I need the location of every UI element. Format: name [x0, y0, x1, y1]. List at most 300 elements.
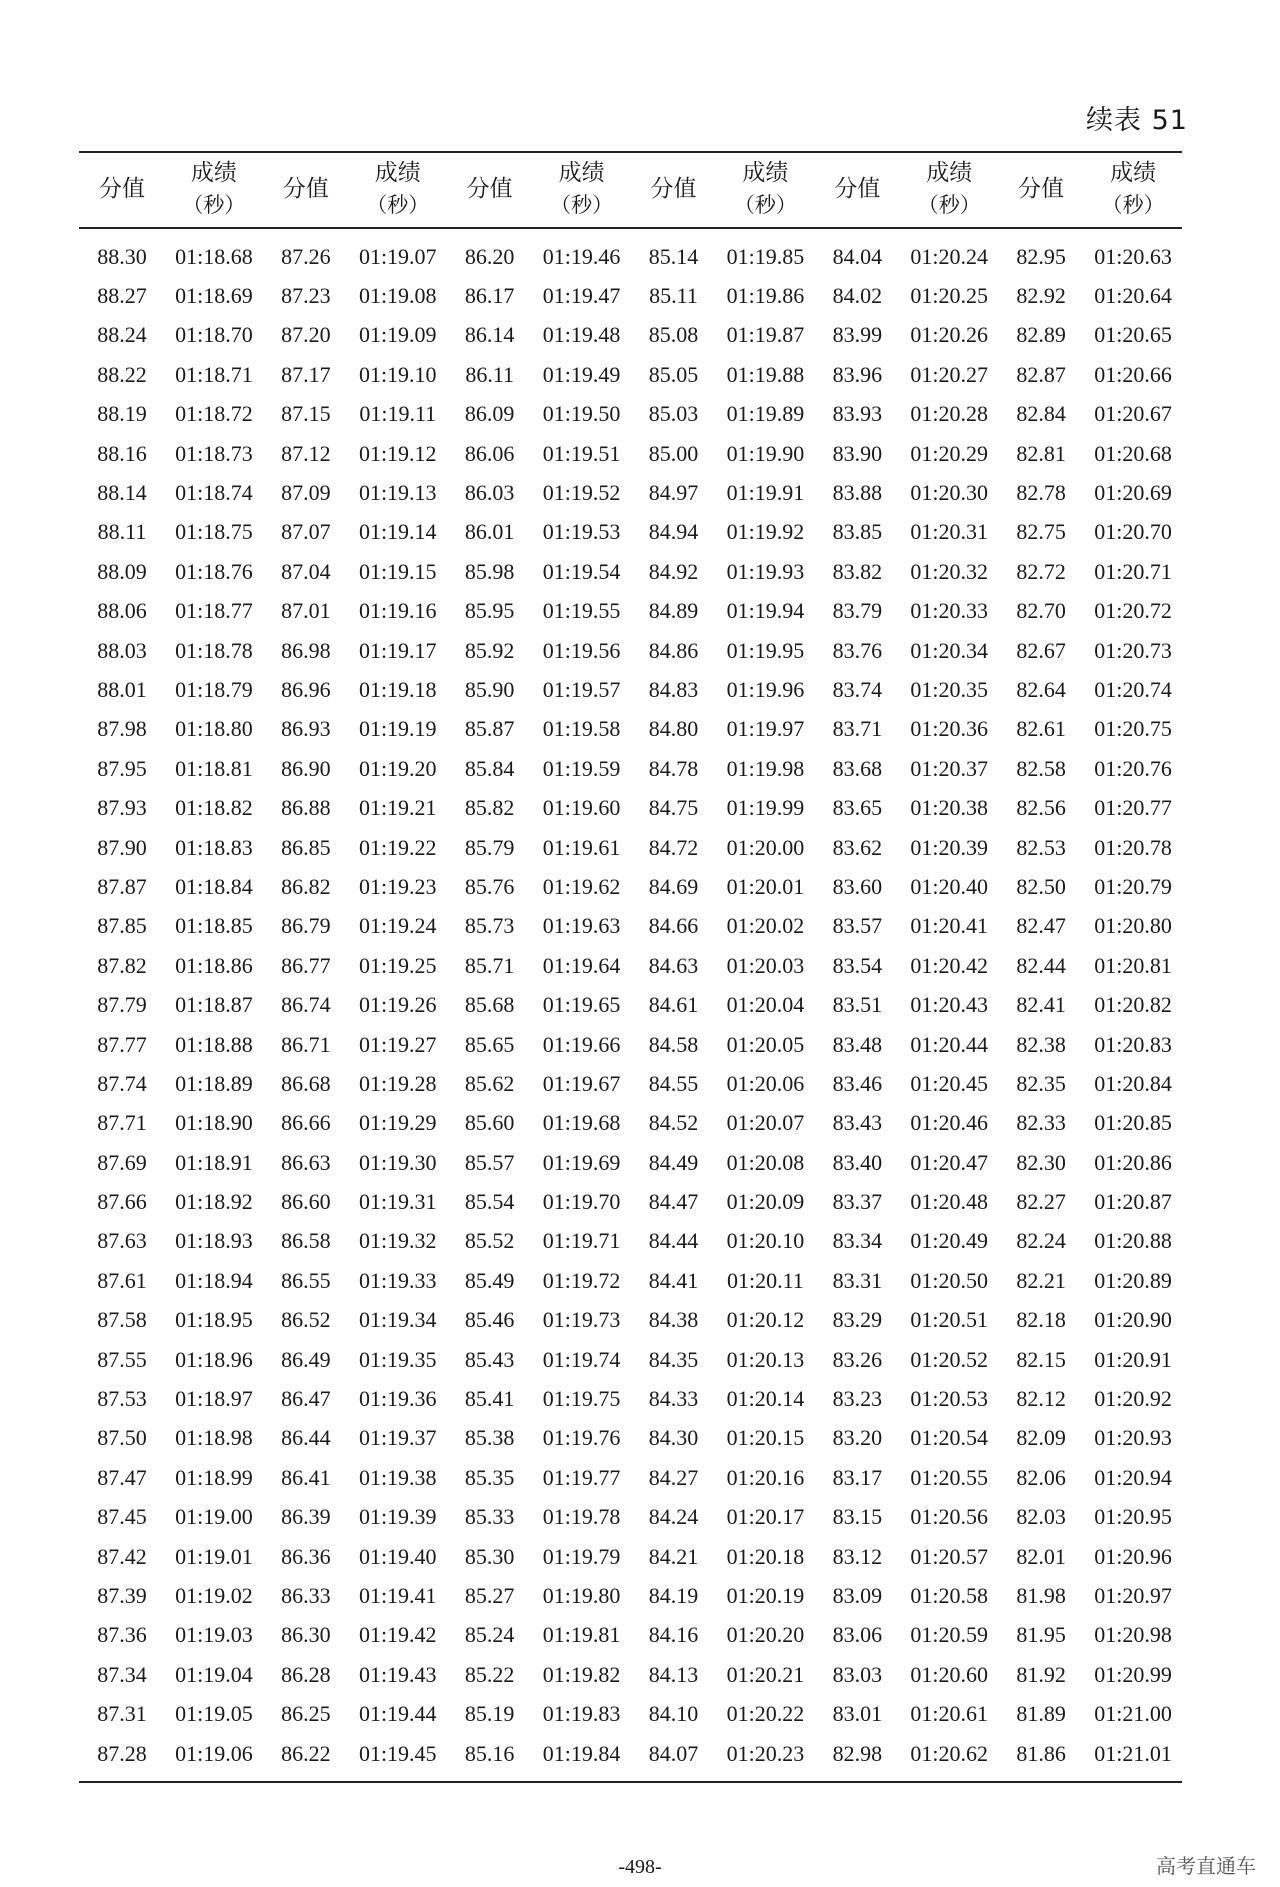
time-cell: 01:19.83 — [542, 1701, 621, 1727]
score-cell: 86.58 — [281, 1228, 331, 1254]
header-time-label: 成绩 — [926, 160, 973, 186]
time-cell: 01:20.77 — [1094, 795, 1172, 821]
time-cell: 01:19.13 — [358, 480, 437, 506]
table-row — [79, 788, 1182, 827]
score-cell: 82.35 — [1016, 1070, 1066, 1096]
time-cell: 01:20.62 — [900, 1734, 998, 1782]
time-cell: 01:20.38 — [910, 795, 989, 821]
score-cell: 86.11 — [465, 361, 514, 387]
table-row — [79, 276, 1182, 315]
score-cell: 85.05 — [648, 361, 699, 387]
score-cell: 88.11 — [97, 519, 147, 545]
score-cell: 87.34 — [97, 1661, 147, 1687]
score-cell: 82.15 — [1016, 1346, 1066, 1372]
time-cell: 01:20.48 — [910, 1189, 989, 1215]
score-cell: 84.97 — [648, 480, 699, 506]
score-cell: 85.82 — [464, 795, 515, 821]
table-row — [79, 1025, 1182, 1064]
time-cell: 01:18.71 — [175, 361, 253, 387]
score-cell: 81.89 — [1016, 1701, 1066, 1727]
time-cell: 01:19.35 — [358, 1346, 437, 1372]
time-cell: 01:19.80 — [542, 1582, 621, 1608]
score-cell: 87.15 — [281, 401, 331, 427]
score-cell: 82.95 — [1016, 243, 1066, 269]
score-cell: 83.17 — [832, 1464, 883, 1490]
time-cell: 01:20.02 — [726, 913, 805, 939]
score-cell: 87.39 — [97, 1582, 147, 1608]
score-cell: 84.55 — [648, 1070, 699, 1096]
time-cell: 01:19.04 — [175, 1661, 253, 1687]
score-cell: 82.18 — [1016, 1307, 1066, 1333]
time-cell: 01:19.51 — [542, 440, 621, 466]
time-cell: 01:20.11 — [727, 1267, 804, 1293]
time-cell: 01:20.43 — [910, 992, 989, 1018]
time-cell: 01:19.23 — [358, 873, 437, 899]
score-cell: 83.79 — [832, 598, 883, 624]
time-cell: 01:19.40 — [358, 1543, 437, 1569]
score-cell: 83.74 — [832, 676, 883, 702]
score-cell: 83.26 — [832, 1346, 883, 1372]
score-cell: 82.87 — [1016, 361, 1066, 387]
time-cell: 01:19.32 — [358, 1228, 437, 1254]
score-cell: 85.08 — [648, 322, 699, 348]
time-cell: 01:20.60 — [910, 1661, 989, 1687]
score-cell: 87.53 — [97, 1386, 147, 1412]
score-cell: 84.78 — [648, 755, 699, 781]
time-cell: 01:20.24 — [910, 243, 989, 269]
time-cell: 01:20.47 — [910, 1149, 989, 1175]
time-cell: 01:19.20 — [358, 755, 437, 781]
time-cell: 01:20.10 — [726, 1228, 805, 1254]
score-cell: 85.84 — [464, 755, 515, 781]
table-row — [79, 1576, 1182, 1615]
time-cell: 01:19.24 — [358, 913, 437, 939]
time-cell: 01:20.09 — [726, 1189, 805, 1215]
score-cell: 84.33 — [648, 1386, 699, 1412]
table-row — [79, 1340, 1182, 1379]
time-cell: 01:19.10 — [358, 361, 437, 387]
score-cell: 82.27 — [1016, 1189, 1066, 1215]
score-cell: 87.20 — [281, 322, 331, 348]
time-cell: 01:21.00 — [1094, 1701, 1172, 1727]
time-cell: 01:20.16 — [726, 1464, 805, 1490]
score-cell: 85.57 — [464, 1149, 515, 1175]
table-row — [79, 395, 1182, 434]
time-cell: 01:19.11 — [359, 401, 437, 427]
score-cell: 85.41 — [464, 1386, 515, 1412]
time-cell: 01:19.59 — [542, 755, 621, 781]
table-row — [79, 670, 1182, 709]
time-cell: 01:19.91 — [726, 480, 805, 506]
score-cell: 84.24 — [648, 1504, 699, 1530]
score-cell: 84.52 — [648, 1110, 699, 1136]
time-cell: 01:20.98 — [1094, 1622, 1172, 1648]
score-cell: 83.40 — [832, 1149, 883, 1175]
score-cell: 83.96 — [832, 361, 883, 387]
time-cell: 01:20.37 — [910, 755, 989, 781]
time-cell: 01:19.66 — [542, 1031, 621, 1057]
score-cell: 86.20 — [464, 243, 515, 269]
score-cell: 85.60 — [464, 1110, 515, 1136]
score-cell: 86.85 — [281, 834, 331, 860]
header-time — [349, 152, 447, 228]
header-time — [717, 152, 815, 228]
time-cell: 01:20.08 — [726, 1149, 805, 1175]
watermark: 高考直通车 — [1156, 1854, 1256, 1878]
score-cell: 85.62 — [464, 1070, 515, 1096]
table-row — [79, 513, 1182, 552]
time-cell: 01:19.07 — [358, 243, 437, 269]
time-cell: 01:19.64 — [542, 952, 621, 978]
table-row — [79, 1694, 1182, 1733]
score-table — [79, 151, 1182, 1783]
score-cell: 87.98 — [97, 716, 147, 742]
time-cell: 01:19.01 — [175, 1543, 253, 1569]
time-cell: 01:20.82 — [1094, 992, 1172, 1018]
time-cell: 01:19.30 — [358, 1149, 437, 1175]
time-cell: 01:19.48 — [542, 322, 621, 348]
table-row — [79, 1064, 1182, 1103]
score-cell: 87.90 — [97, 834, 147, 860]
score-cell: 87.42 — [97, 1543, 147, 1569]
time-cell: 01:20.01 — [726, 873, 805, 899]
time-cell: 01:18.82 — [175, 795, 253, 821]
score-cell: 86.71 — [281, 1031, 331, 1057]
score-cell: 81.98 — [1016, 1582, 1066, 1608]
score-cell: 86.63 — [281, 1149, 331, 1175]
time-cell: 01:20.97 — [1094, 1582, 1172, 1608]
score-cell: 83.71 — [832, 716, 883, 742]
time-cell: 01:19.00 — [175, 1504, 253, 1530]
time-cell: 01:20.83 — [1094, 1031, 1172, 1057]
score-cell: 82.12 — [1016, 1386, 1066, 1412]
time-cell: 01:19.39 — [358, 1504, 437, 1530]
score-cell: 85.22 — [464, 1661, 515, 1687]
score-cell: 84.49 — [648, 1149, 699, 1175]
time-cell: 01:18.81 — [175, 755, 253, 781]
header-time-unit: （秒） — [182, 193, 246, 217]
score-cell: 86.03 — [464, 480, 515, 506]
time-cell: 01:19.62 — [542, 873, 621, 899]
score-cell: 88.30 — [97, 243, 147, 269]
time-cell: 01:20.63 — [1094, 243, 1172, 269]
time-cell: 01:18.79 — [175, 676, 253, 702]
time-cell: 01:18.70 — [175, 322, 253, 348]
score-cell: 88.06 — [97, 598, 147, 624]
header-time-label: 成绩 — [558, 160, 605, 186]
table-row — [79, 1734, 1182, 1782]
time-cell: 01:20.79 — [1094, 873, 1172, 899]
score-cell: 83.46 — [832, 1070, 883, 1096]
header-time-unit: （秒） — [917, 193, 981, 217]
table-body — [79, 228, 1182, 1782]
time-cell: 01:19.98 — [726, 755, 805, 781]
score-cell: 86.30 — [281, 1622, 331, 1648]
score-cell: 86.98 — [281, 637, 331, 663]
time-cell: 01:20.06 — [726, 1070, 805, 1096]
score-cell: 85.52 — [464, 1228, 515, 1254]
time-cell: 01:19.22 — [358, 834, 437, 860]
time-cell: 01:19.99 — [726, 795, 805, 821]
score-cell: 86.41 — [281, 1464, 331, 1490]
time-cell: 01:18.73 — [175, 440, 253, 466]
time-cell: 01:20.13 — [726, 1346, 805, 1372]
score-cell: 83.90 — [832, 440, 883, 466]
score-cell: 83.01 — [832, 1701, 883, 1727]
time-cell: 01:19.72 — [542, 1267, 621, 1293]
time-cell: 01:19.43 — [358, 1661, 437, 1687]
time-cell: 01:20.75 — [1094, 716, 1172, 742]
time-cell: 01:19.84 — [533, 1734, 631, 1782]
table-row — [79, 1655, 1182, 1694]
score-cell: 87.55 — [97, 1346, 147, 1372]
time-cell: 01:18.97 — [175, 1386, 253, 1412]
time-cell: 01:20.33 — [910, 598, 989, 624]
time-cell: 01:20.21 — [726, 1661, 805, 1687]
score-cell: 85.92 — [464, 637, 515, 663]
score-cell: 82.81 — [1016, 440, 1066, 466]
score-cell: 82.38 — [1016, 1031, 1066, 1057]
score-cell: 86.88 — [281, 795, 331, 821]
score-cell: 84.10 — [648, 1701, 699, 1727]
score-cell: 85.98 — [464, 558, 515, 584]
score-cell: 83.15 — [832, 1504, 883, 1530]
score-cell: 84.21 — [648, 1543, 699, 1569]
time-cell: 01:19.85 — [726, 243, 805, 269]
score-cell: 86.55 — [281, 1267, 331, 1293]
score-cell: 82.72 — [1016, 558, 1066, 584]
header-time-unit: （秒） — [733, 193, 797, 217]
time-cell: 01:19.36 — [358, 1386, 437, 1412]
score-cell: 86.06 — [464, 440, 515, 466]
score-cell: 84.27 — [648, 1464, 699, 1490]
score-cell: 87.12 — [281, 440, 331, 466]
time-cell: 01:19.70 — [542, 1189, 621, 1215]
score-cell: 84.16 — [648, 1622, 699, 1648]
time-cell: 01:19.88 — [726, 361, 805, 387]
score-cell: 85.27 — [464, 1582, 515, 1608]
time-cell: 01:19.41 — [358, 1582, 437, 1608]
time-cell: 01:20.34 — [910, 637, 989, 663]
time-cell: 01:19.77 — [542, 1464, 621, 1490]
time-cell: 01:20.56 — [910, 1504, 989, 1530]
score-cell: 84.75 — [648, 795, 699, 821]
time-cell: 01:19.87 — [726, 322, 805, 348]
score-cell: 83.12 — [832, 1543, 883, 1569]
score-cell: 84.86 — [648, 637, 699, 663]
time-cell: 01:19.34 — [358, 1307, 437, 1333]
time-cell: 01:19.65 — [542, 992, 621, 1018]
time-cell: 01:19.79 — [542, 1543, 621, 1569]
table-row — [79, 985, 1182, 1024]
time-cell: 01:19.54 — [542, 558, 621, 584]
time-cell: 01:20.58 — [910, 1582, 989, 1608]
score-cell: 83.68 — [832, 755, 883, 781]
header-time — [1084, 152, 1182, 228]
time-cell: 01:19.86 — [726, 283, 805, 309]
time-cell: 01:20.27 — [910, 361, 989, 387]
score-cell: 82.33 — [1016, 1110, 1066, 1136]
score-cell: 84.61 — [648, 992, 699, 1018]
score-cell: 86.60 — [281, 1189, 331, 1215]
score-cell: 86.17 — [464, 283, 515, 309]
time-cell: 01:19.08 — [358, 283, 437, 309]
time-cell: 01:19.94 — [726, 598, 805, 624]
time-cell: 01:20.84 — [1094, 1070, 1172, 1096]
time-cell: 01:19.76 — [542, 1425, 621, 1451]
time-cell: 01:20.12 — [726, 1307, 805, 1333]
time-cell: 01:20.94 — [1094, 1464, 1172, 1490]
table-row — [79, 1616, 1182, 1655]
time-cell: 01:18.80 — [175, 716, 253, 742]
page-number: -498- — [618, 1856, 662, 1878]
table-row — [79, 946, 1182, 985]
time-cell: 01:19.27 — [358, 1031, 437, 1057]
time-cell: 01:20.92 — [1094, 1386, 1172, 1412]
score-cell: 86.33 — [281, 1582, 331, 1608]
time-cell: 01:19.61 — [542, 834, 621, 860]
score-cell: 87.87 — [97, 873, 147, 899]
score-cell: 87.74 — [97, 1070, 147, 1096]
score-cell: 85.24 — [464, 1622, 515, 1648]
score-cell: 85.33 — [464, 1504, 515, 1530]
time-cell: 01:20.67 — [1094, 401, 1172, 427]
header-time-unit: （秒） — [550, 193, 614, 217]
time-cell: 01:19.67 — [542, 1070, 621, 1096]
time-cell: 01:19.45 — [349, 1734, 447, 1782]
time-cell: 01:19.60 — [542, 795, 621, 821]
time-cell: 01:20.86 — [1094, 1149, 1172, 1175]
time-cell: 01:20.76 — [1094, 755, 1172, 781]
time-cell: 01:20.04 — [726, 992, 805, 1018]
time-cell: 01:19.03 — [175, 1622, 253, 1648]
time-cell: 01:20.41 — [910, 913, 989, 939]
time-cell: 01:20.93 — [1094, 1425, 1172, 1451]
score-cell: 85.79 — [464, 834, 515, 860]
time-cell: 01:19.21 — [358, 795, 437, 821]
score-cell: 88.27 — [97, 283, 147, 309]
score-cell: 84.19 — [648, 1582, 699, 1608]
score-cell: 86.39 — [281, 1504, 331, 1530]
time-cell: 01:19.38 — [358, 1464, 437, 1490]
time-cell: 01:19.42 — [358, 1622, 437, 1648]
score-cell: 84.66 — [648, 913, 699, 939]
time-cell: 01:20.54 — [910, 1425, 989, 1451]
time-cell: 01:18.69 — [175, 283, 253, 309]
score-cell: 83.31 — [832, 1267, 883, 1293]
table-header — [79, 152, 1182, 228]
score-cell: 84.47 — [648, 1189, 699, 1215]
score-cell: 84.92 — [648, 558, 699, 584]
time-cell: 01:19.31 — [358, 1189, 437, 1215]
time-cell: 01:20.00 — [726, 834, 805, 860]
score-cell: 83.99 — [832, 322, 883, 348]
time-cell: 01:20.70 — [1094, 519, 1172, 545]
time-cell: 01:20.68 — [1094, 440, 1172, 466]
time-cell: 01:20.36 — [910, 716, 989, 742]
time-cell: 01:19.73 — [542, 1307, 621, 1333]
score-cell: 85.76 — [464, 873, 515, 899]
score-cell: 85.35 — [464, 1464, 515, 1490]
score-cell: 86.68 — [281, 1070, 331, 1096]
time-cell: 01:18.89 — [175, 1070, 253, 1096]
score-cell: 87.47 — [97, 1464, 147, 1490]
score-cell: 83.57 — [832, 913, 883, 939]
time-cell: 01:19.97 — [726, 716, 805, 742]
time-cell: 01:20.95 — [1094, 1504, 1172, 1530]
score-cell: 87.26 — [281, 243, 331, 269]
time-cell: 01:19.93 — [726, 558, 805, 584]
time-cell: 01:20.17 — [726, 1504, 805, 1530]
time-cell: 01:20.39 — [910, 834, 989, 860]
score-cell: 87.58 — [97, 1307, 147, 1333]
time-cell: 01:19.26 — [358, 992, 437, 1018]
score-cell: 82.89 — [1016, 322, 1066, 348]
time-cell: 01:18.83 — [175, 834, 253, 860]
score-cell: 81.86 — [998, 1734, 1084, 1782]
score-cell: 83.82 — [832, 558, 883, 584]
score-cell: 86.49 — [281, 1346, 331, 1372]
time-cell: 01:20.78 — [1094, 834, 1172, 860]
time-cell: 01:19.63 — [542, 913, 621, 939]
score-cell: 85.73 — [464, 913, 515, 939]
time-cell: 01:18.75 — [175, 519, 253, 545]
time-cell: 01:20.15 — [726, 1425, 805, 1451]
score-cell: 85.14 — [648, 243, 699, 269]
table-row — [79, 1458, 1182, 1497]
time-cell: 01:20.45 — [910, 1070, 989, 1096]
table-row — [79, 1104, 1182, 1143]
time-cell: 01:20.03 — [726, 952, 805, 978]
header-time-label: 成绩 — [1110, 160, 1157, 186]
score-cell: 85.16 — [447, 1734, 533, 1782]
score-cell: 86.01 — [464, 519, 515, 545]
score-cell: 82.09 — [1016, 1425, 1066, 1451]
time-cell: 01:19.29 — [358, 1110, 437, 1136]
header-time-label: 成绩 — [374, 160, 421, 186]
header-score: 分值 — [447, 152, 533, 228]
score-cell: 82.44 — [1016, 952, 1066, 978]
time-cell: 01:19.19 — [358, 716, 437, 742]
time-cell: 01:20.23 — [717, 1734, 815, 1782]
score-cell: 85.03 — [648, 401, 699, 427]
score-cell: 86.22 — [263, 1734, 349, 1782]
header-score: 分值 — [630, 152, 716, 228]
time-cell: 01:19.17 — [358, 637, 437, 663]
time-cell: 01:20.05 — [726, 1031, 805, 1057]
score-cell: 83.93 — [832, 401, 883, 427]
score-cell: 84.94 — [648, 519, 699, 545]
score-cell: 84.04 — [832, 243, 883, 269]
score-cell: 83.76 — [832, 637, 883, 663]
time-cell: 01:20.28 — [910, 401, 989, 427]
time-cell: 01:19.55 — [542, 598, 621, 624]
time-cell: 01:18.98 — [175, 1425, 253, 1451]
score-cell: 87.36 — [97, 1622, 147, 1648]
table-row — [79, 1222, 1182, 1261]
score-cell: 85.87 — [464, 716, 515, 742]
score-cell: 87.82 — [97, 952, 147, 978]
time-cell: 01:19.09 — [358, 322, 437, 348]
score-cell: 82.58 — [1016, 755, 1066, 781]
score-cell: 82.70 — [1016, 598, 1066, 624]
score-cell: 84.41 — [648, 1267, 699, 1293]
score-cell: 82.53 — [1016, 834, 1066, 860]
score-cell: 84.07 — [630, 1734, 716, 1782]
time-cell: 01:20.14 — [726, 1386, 805, 1412]
time-cell: 01:20.51 — [910, 1307, 989, 1333]
time-cell: 01:19.78 — [542, 1504, 621, 1530]
